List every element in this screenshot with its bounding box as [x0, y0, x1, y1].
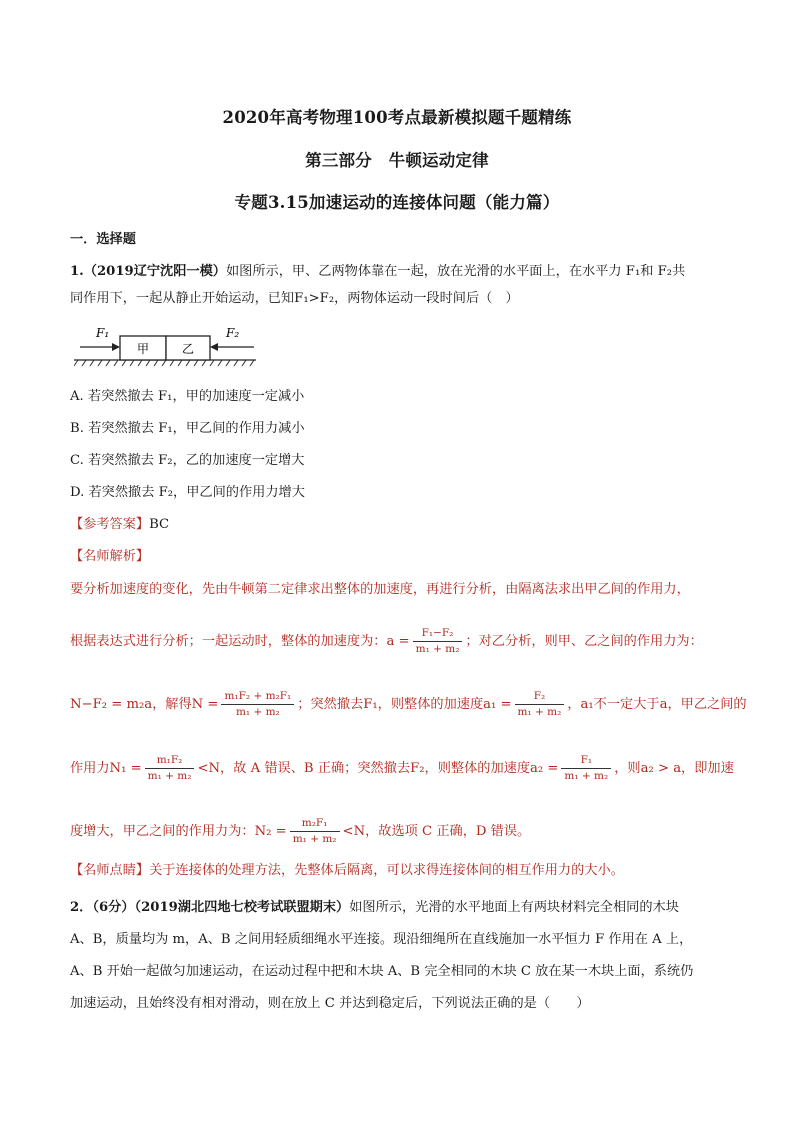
q1-option-a: A. 若突然撤去 F₁，甲的加速度一定减小: [70, 389, 305, 404]
q1-option-d: D. 若突然撤去 F₂，甲乙间的作用力增大: [70, 485, 305, 500]
fraction-numerator: F₁−F₂: [413, 627, 463, 642]
q1-option-b: B. 若突然撤去 F₁，甲乙间的作用力减小: [70, 421, 305, 436]
q2-stem-line1: [70, 898, 730, 918]
fraction-n1: [145, 754, 195, 783]
analysis-line2: [70, 627, 730, 656]
q2-number: 2．: [70, 900, 93, 915]
q1-tip: [70, 861, 730, 881]
document-title: 2020年高考物理100考点最新模拟题千题精练: [222, 108, 572, 127]
q1-number: 1.: [70, 264, 84, 279]
q2-stem-line4: 加速运动，且始终没有相对滑动，则在放上 C 并达到稳定后，下列说法正确的是（ ）: [70, 996, 590, 1011]
analysis-line4: [70, 754, 734, 783]
block-jia-label: 甲: [136, 342, 150, 356]
q1-answer: [70, 515, 730, 535]
analysis-line5-text: 度增大，甲乙之间的作用力为：N₂ =: [70, 824, 287, 839]
q1-source: （2019辽宁沈阳一模）: [83, 264, 226, 279]
q1-stem-line1: [70, 262, 730, 282]
fraction-denominator: m₁ + m₂: [415, 643, 460, 655]
analysis-line4-mid: <N，故 A 错误、B 正确；突然撤去F₂，则整体的加速度a₂ =: [197, 761, 559, 776]
fraction-a2: [561, 754, 611, 783]
fraction-denominator: m₁ + m₂: [235, 706, 280, 718]
fraction-denominator: m₁ + m₂: [517, 706, 562, 718]
tip-label: 【名师点睛】: [70, 863, 150, 878]
analysis-line2-tail: ；对乙分析，则甲、乙之间的作用力为：: [465, 634, 703, 649]
analysis-line3-text: N−F₂ = m₂a，解得N =: [70, 697, 219, 712]
q2-source: （6分）（2019湖北四地七校考试联盟期末）: [92, 900, 350, 915]
tip-text: 关于连接体的处理方法，先整体后隔离，可以求得连接体间的相互作用力的大小。: [149, 863, 624, 878]
part-heading: 第三部分 牛顿运动定律: [305, 151, 489, 170]
analysis-line3-mid: ；突然撤去F₁，则整体的加速度a₁ =: [297, 697, 512, 712]
q2-stem-line3: A、B 开始一起做匀加速运动，在运动过程中把和木块 A、B 完全相同的木块 C 放在某一木块上面，系统仍: [70, 964, 694, 979]
fraction-a1: [515, 690, 565, 719]
analysis-line5: [70, 817, 730, 846]
f1-arrowhead: [112, 343, 120, 351]
section-heading: 一．选择题: [70, 232, 136, 247]
analysis-line2-text: 根据表达式进行分析；一起运动时，整体的加速度为：a =: [70, 634, 410, 649]
analysis-line5-tail: <N，故选项 C 正确，D 错误。: [342, 824, 531, 839]
q2-stem-line2: A、B，质量均为 m，A、B 之间用轻质细绳水平连接。现沿细绳所在直线施加一水平恒力 F 作用在 A 上，: [70, 932, 693, 947]
fraction-n: [221, 690, 294, 719]
f1-label: F₁: [96, 326, 110, 340]
fraction-denominator: m₁ + m₂: [147, 770, 192, 782]
fraction-numerator: F₁: [561, 754, 611, 769]
fraction-numerator: m₁F₂ + m₂F₁: [221, 690, 294, 705]
fraction-denominator: m₁ + m₂: [292, 833, 337, 845]
analysis-line1: 要分析加速度的变化，先由牛顿第二定律求出整体的加速度，再进行分析，由隔离法求出甲乙间的作用力，: [70, 582, 690, 597]
fraction-a: [413, 627, 463, 656]
fraction-numerator: m₁F₂: [145, 754, 195, 769]
q1-text: 如图所示，甲、乙两物体靠在一起，放在光滑的水平面上，在水平力 F₁和 F₂共: [225, 264, 686, 279]
block-yi-label: 乙: [181, 342, 195, 356]
q2-text: 如图所示，光滑的水平地面上有两块材料完全相同的木块: [349, 900, 679, 915]
analysis-line4-text: 作用力N₁ =: [70, 761, 142, 776]
q1-option-c: C. 若突然撤去 F₂，乙的加速度一定增大: [70, 453, 305, 468]
topic-heading: 专题3.15加速运动的连接体问题（能力篇）: [234, 193, 560, 212]
analysis-line3: [70, 690, 747, 719]
analysis-label: 【名师解析】: [70, 549, 150, 564]
answer-label: 【参考答案】: [70, 517, 150, 532]
analysis-line3-tail: ，a₁不一定大于a，甲乙之间的: [567, 697, 747, 712]
ground-hatching: [74, 360, 254, 366]
q1-force-diagram: [74, 323, 264, 369]
f2-arrowhead: [210, 343, 218, 351]
fraction-n2: [290, 817, 340, 846]
analysis-line4-tail: ，则a₂ > a，即加速: [614, 761, 734, 776]
fraction-denominator: m₁ + m₂: [564, 770, 609, 782]
answer-value: BC: [149, 517, 170, 532]
q1-stem-line2: 同作用下，一起从静止开始运动，已知F₁>F₂，两物体运动一段时间后（ ）: [70, 291, 519, 306]
f2-label: F₂: [226, 326, 240, 340]
fraction-numerator: m₂F₁: [290, 817, 340, 832]
fraction-numerator: F₂: [515, 690, 565, 705]
